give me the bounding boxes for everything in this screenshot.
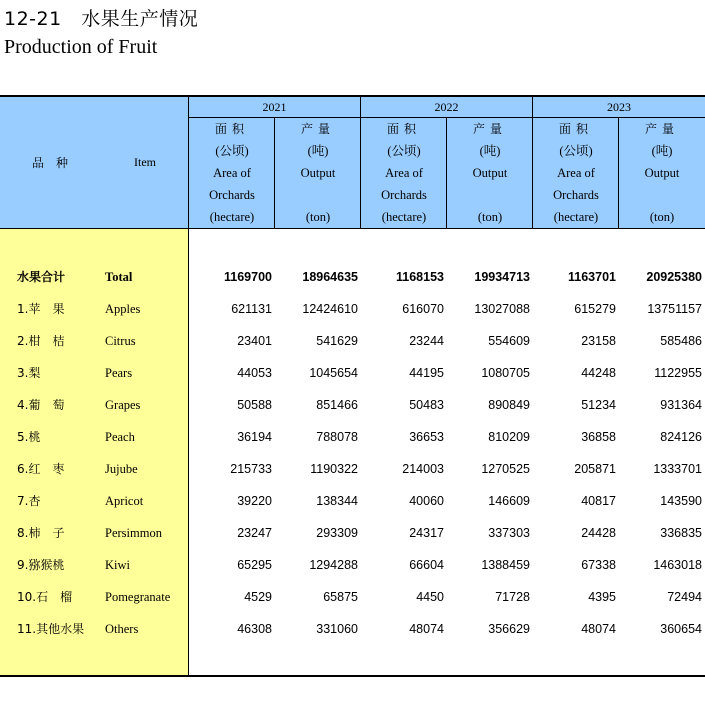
- item-name-en: Peach: [105, 430, 135, 444]
- output-header-cn: 产量: [472, 122, 507, 136]
- area-header-cn: 面积: [558, 122, 593, 136]
- area-unit-en: (hectare): [209, 210, 255, 224]
- output-label-en: [619, 184, 705, 206]
- area-value: 4450: [416, 590, 444, 604]
- area-value: 616070: [402, 302, 444, 316]
- item-column-background: [0, 229, 188, 676]
- item-name-en: Total: [105, 270, 133, 284]
- area-label-en: Orchards: [209, 188, 255, 202]
- output-unit-cn: (吨): [307, 144, 329, 158]
- output-value: 1045654: [309, 366, 358, 380]
- table-number-title-cn: 12-21 水果生产情况: [4, 8, 199, 30]
- item-name-cn: 10.石 榴: [17, 590, 73, 604]
- area-value: 24428: [581, 526, 616, 540]
- area-value: 205871: [574, 462, 616, 476]
- area-value: 23244: [409, 334, 444, 348]
- table-row: [0, 363, 705, 383]
- area-header: [533, 118, 619, 228]
- item-name-cn: 3.梨: [17, 366, 41, 380]
- table-row: [0, 619, 705, 639]
- area-value: 44248: [581, 366, 616, 380]
- item-name-cn: 11.其他水果: [17, 622, 85, 636]
- area-value: 1163701: [568, 270, 616, 284]
- item-name-en: Pears: [105, 366, 133, 380]
- area-header-cn: 面积: [386, 122, 421, 136]
- table-row: [0, 555, 705, 575]
- area-label-en: Area of: [385, 166, 423, 180]
- year-header: 2023: [607, 100, 631, 114]
- output-value: 810209: [488, 430, 530, 444]
- header-bottom-rule: [0, 228, 705, 229]
- output-value: 1463018: [653, 558, 702, 572]
- area-value: 23158: [581, 334, 616, 348]
- output-header: [619, 118, 705, 228]
- output-unit-en: (ton): [305, 210, 331, 224]
- area-value: 50483: [409, 398, 444, 412]
- table-row: [0, 587, 705, 607]
- output-label-en: Output: [644, 166, 680, 180]
- output-unit-cn: (吨): [651, 144, 673, 158]
- output-value: 143590: [660, 494, 702, 508]
- output-unit-en: (ton): [649, 210, 675, 224]
- output-value: 890849: [488, 398, 530, 412]
- item-name-cn: 水果合计: [17, 270, 66, 284]
- item-name-cn: 7.杏: [17, 494, 41, 508]
- output-value: 356629: [488, 622, 530, 636]
- table-row: [0, 459, 705, 479]
- item-name-cn: 5.桃: [17, 430, 41, 444]
- output-unit-en: (ton): [477, 210, 503, 224]
- output-value: 931364: [660, 398, 702, 412]
- output-unit-cn: (吨): [479, 144, 501, 158]
- area-value: 46308: [237, 622, 272, 636]
- area-unit-cn: (公顷): [215, 144, 249, 158]
- area-value: 44195: [409, 366, 444, 380]
- output-value: 1122955: [654, 366, 702, 380]
- area-value: 24317: [409, 526, 444, 540]
- item-name-en: Jujube: [105, 462, 138, 476]
- area-value: 1169700: [224, 270, 272, 284]
- area-unit-cn: (公顷): [559, 144, 593, 158]
- output-value: 824126: [660, 430, 702, 444]
- table-bottom-rule: [0, 675, 705, 677]
- output-label-en: Output: [300, 166, 336, 180]
- area-header: [189, 118, 275, 228]
- output-value: 554609: [488, 334, 530, 348]
- table-row: [0, 395, 705, 415]
- table-row: [0, 491, 705, 511]
- area-value: 50588: [237, 398, 272, 412]
- item-name-en: Apricot: [105, 494, 144, 508]
- output-value: 13751157: [647, 302, 702, 316]
- area-value: 44053: [237, 366, 272, 380]
- output-value: 360654: [660, 622, 702, 636]
- area-value: 39220: [237, 494, 272, 508]
- area-value: 48074: [581, 622, 616, 636]
- area-value: 48074: [409, 622, 444, 636]
- output-value: 337303: [488, 526, 530, 540]
- area-value: 40060: [409, 494, 444, 508]
- area-value: 51234: [581, 398, 616, 412]
- area-header: [361, 118, 447, 228]
- area-value: 36858: [581, 430, 616, 444]
- output-value: 1080705: [481, 366, 530, 380]
- table-title-en: Production of Fruit: [4, 36, 158, 58]
- area-value: 23401: [237, 334, 272, 348]
- output-value: 1333701: [653, 462, 702, 476]
- output-value: 585486: [660, 334, 702, 348]
- area-value: 36194: [237, 430, 272, 444]
- year-header: 2021: [262, 100, 287, 114]
- area-value: 4529: [244, 590, 272, 604]
- area-unit-en: (hectare): [381, 210, 427, 224]
- item-name-cn: 1.苹 果: [17, 302, 65, 316]
- output-value: 788078: [316, 430, 358, 444]
- area-unit-cn: (公顷): [387, 144, 421, 158]
- item-name-cn: 4.葡 萄: [17, 398, 65, 412]
- table-row: [0, 523, 705, 543]
- area-label-en: Area of: [213, 166, 251, 180]
- output-value: 293309: [316, 526, 358, 540]
- output-value: 19934713: [474, 270, 530, 284]
- area-value: 40817: [581, 494, 616, 508]
- item-name-cn: 2.柑 桔: [17, 334, 65, 348]
- item-name-en: Apples: [105, 302, 141, 316]
- item-name-cn: 8.柿 子: [17, 526, 65, 540]
- output-label-en: [275, 184, 361, 206]
- item-name-en: Grapes: [105, 398, 141, 412]
- item-name-cn: 6.红 枣: [17, 462, 65, 476]
- output-value: 851466: [316, 398, 358, 412]
- table-row-total: [0, 267, 705, 287]
- area-label-en: Orchards: [381, 188, 427, 202]
- output-value: 1388459: [481, 558, 530, 572]
- item-name-en: Others: [105, 622, 139, 636]
- variety-header-cn: 品 种: [32, 156, 69, 170]
- area-value: 36653: [409, 430, 444, 444]
- table-row: [0, 427, 705, 447]
- area-value: 1168153: [396, 270, 444, 284]
- output-header-cn: 产量: [644, 122, 679, 136]
- output-value: 138344: [316, 494, 358, 508]
- output-header-cn: 产量: [300, 122, 335, 136]
- area-value: 23247: [237, 526, 272, 540]
- output-value: 65875: [323, 590, 358, 604]
- area-value: 621131: [231, 302, 272, 316]
- output-value: 13027088: [474, 302, 530, 316]
- year-header: 2022: [434, 100, 459, 114]
- output-label-en: [447, 184, 533, 206]
- area-label-en: Area of: [557, 166, 595, 180]
- output-value: 72494: [667, 590, 702, 604]
- table-row: [0, 299, 705, 319]
- output-value: 12424610: [302, 302, 358, 316]
- area-value: 615279: [574, 302, 616, 316]
- item-name-en: Persimmon: [105, 526, 162, 540]
- output-value: 1190322: [310, 462, 358, 476]
- area-value: 65295: [237, 558, 272, 572]
- output-value: 146609: [488, 494, 530, 508]
- area-label-en: Orchards: [553, 188, 599, 202]
- output-header: [275, 118, 361, 228]
- area-value: 66604: [409, 558, 444, 572]
- item-name-en: Pomegranate: [105, 590, 171, 604]
- item-name-cn: 9.猕猴桃: [17, 558, 65, 572]
- output-header: [447, 118, 533, 228]
- area-header-cn: 面积: [214, 122, 249, 136]
- output-value: 71728: [495, 590, 530, 604]
- output-value: 20925380: [646, 270, 702, 284]
- output-value: 1294288: [309, 558, 358, 572]
- output-value: 541629: [316, 334, 358, 348]
- output-label-en: Output: [472, 166, 508, 180]
- variety-header-en: Item: [134, 155, 156, 169]
- area-value: 67338: [581, 558, 616, 572]
- area-value: 214003: [402, 462, 444, 476]
- table-top-rule: [0, 95, 705, 97]
- output-value: 331060: [316, 622, 358, 636]
- output-value: 336835: [660, 526, 702, 540]
- area-value: 4395: [588, 590, 616, 604]
- output-value: 1270525: [481, 462, 530, 476]
- area-value: 215733: [230, 462, 272, 476]
- output-value: 18964635: [302, 270, 358, 284]
- item-name-en: Citrus: [105, 334, 136, 348]
- item-name-en: Kiwi: [105, 558, 130, 572]
- table-row: [0, 331, 705, 351]
- area-unit-en: (hectare): [553, 210, 599, 224]
